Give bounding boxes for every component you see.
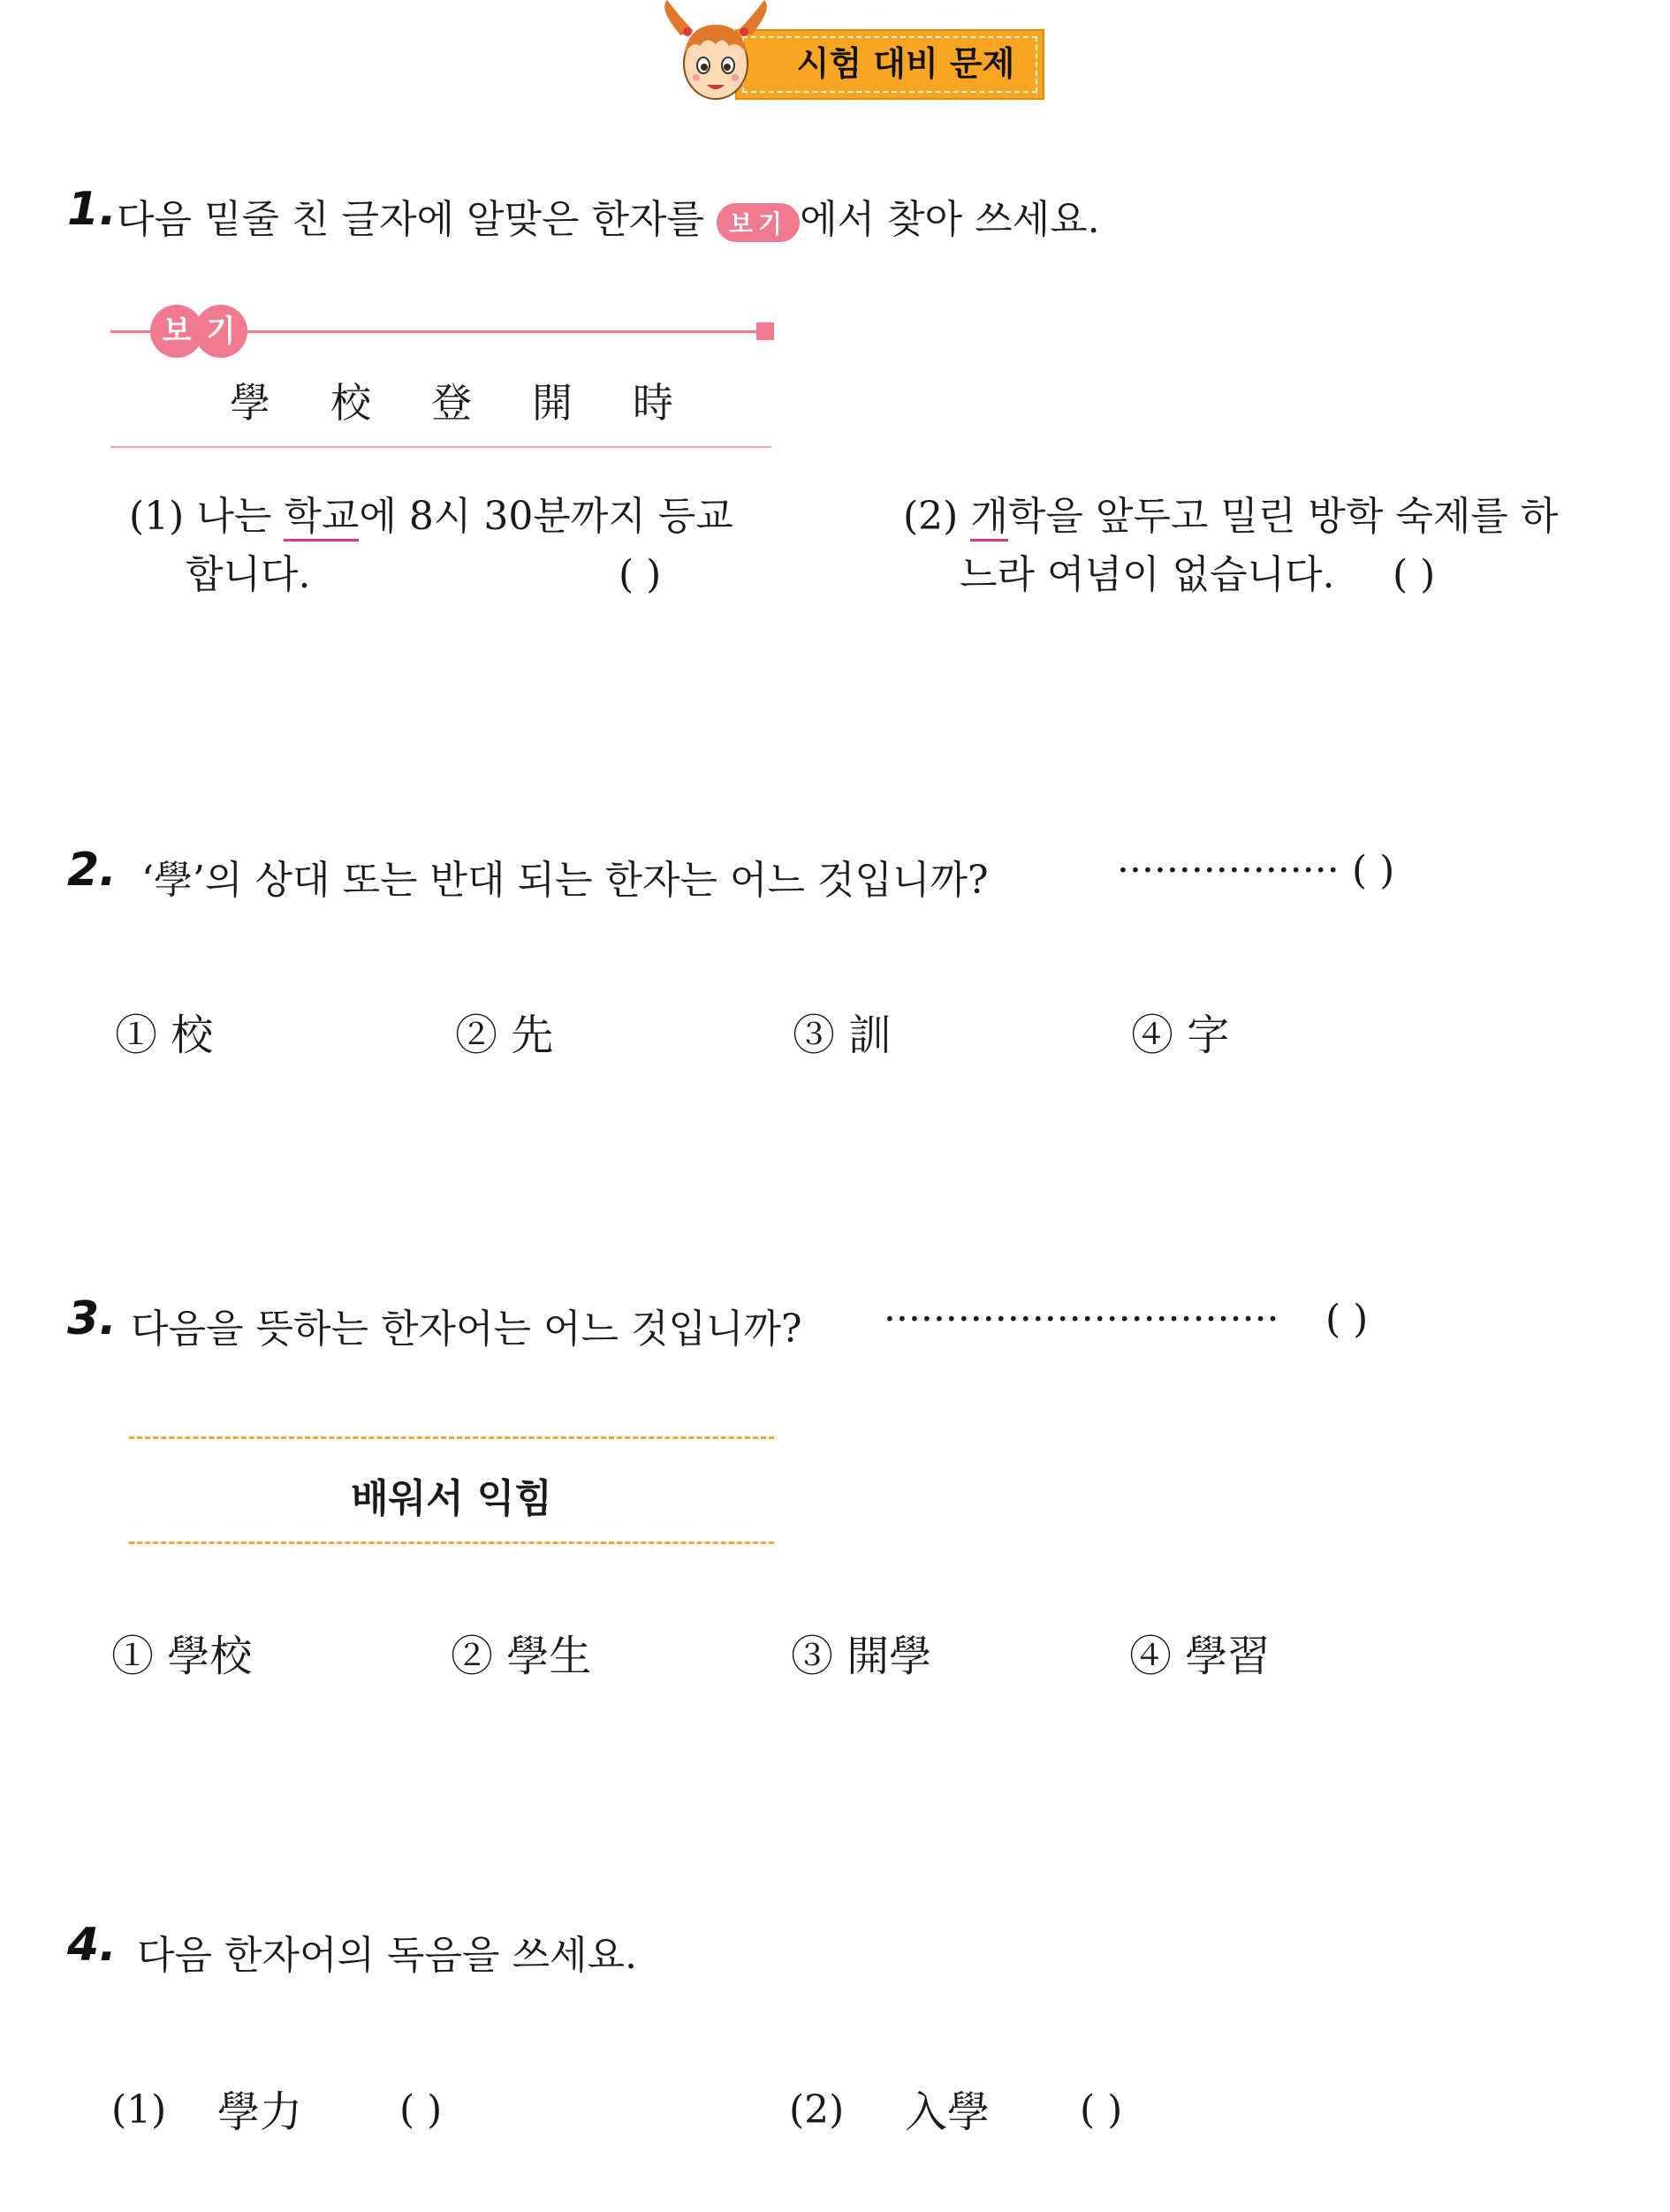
q1-item-2-line-2: 느라 여념이 없습니다. <box>960 552 1335 597</box>
question-3-number: 3. <box>67 1292 117 1345</box>
q4-item-2-word: 入學 <box>905 2087 991 2137</box>
bogi-inline-badge: 보기 <box>717 203 800 242</box>
bogi-hanja: 時 <box>633 379 673 427</box>
item-text: 학을 앞두고 밀린 방학 숙제를 하 <box>1007 494 1559 539</box>
item-text: 에 8시 30분까지 등교 <box>359 494 733 539</box>
answer-blank[interactable]: ( ) <box>399 2087 443 2132</box>
answer-blank[interactable]: ( ) <box>1080 2087 1123 2132</box>
definition-bottom-dashed-rule <box>129 1542 774 1544</box>
q1-item-2-line-1 <box>903 488 1558 546</box>
bogi-label-char-1: 보 <box>150 305 203 358</box>
q4-item-2-number: (2) <box>789 2087 845 2132</box>
q4-item-1-word: 學力 <box>217 2087 303 2137</box>
answer-blank[interactable]: ( ) <box>619 552 662 597</box>
item-text: 나는 <box>196 494 285 539</box>
mascot-girl-icon <box>654 0 778 106</box>
q4-item-1-number: (1) <box>111 2087 167 2132</box>
definition-text: 배워서 익힘 <box>351 1476 552 1521</box>
question-1-prompt <box>117 187 1100 244</box>
q1-item-1-line-2: 합니다. <box>186 552 311 597</box>
question-3-prompt: 다음을 뜻하는 한자어는 어느 것입니까? <box>131 1307 802 1352</box>
item-number: (1) <box>129 494 185 539</box>
question-1-prompt-text: 다음 밑줄 친 글자에 알맞은 한자를 <box>117 197 704 242</box>
q1-item-1-line-1 <box>129 488 733 546</box>
bogi-hanja: 登 <box>431 379 472 427</box>
bogi-hanja: 開 <box>532 379 573 427</box>
choice-4[interactable]: ④ 字 <box>1131 1011 1230 1060</box>
choice-3[interactable]: ③ 開學 <box>791 1632 932 1681</box>
bogi-hanja: 學 <box>230 379 270 427</box>
definition-top-dashed-rule <box>129 1436 774 1439</box>
dotted-leader: ································ <box>884 1297 1279 1342</box>
dotted-leader: ·················· <box>1117 848 1340 893</box>
choice-1[interactable]: ① 學校 <box>111 1632 253 1681</box>
bogi-bottom-rule <box>110 446 771 448</box>
underlined-word: 학교 <box>284 494 359 542</box>
question-1-prompt-text-2: 에서 찾아 쓰세요. <box>800 197 1100 242</box>
choice-2[interactable]: ② 先 <box>455 1011 554 1060</box>
bogi-rule-end-marker <box>756 322 774 340</box>
question-4-prompt: 다음 한자어의 독음을 쓰세요. <box>137 1933 637 1978</box>
choice-2[interactable]: ② 學生 <box>451 1632 592 1681</box>
question-2-prompt: ‘學’의 상대 또는 반대 되는 한자는 어느 것입니까? <box>141 858 989 903</box>
page-title: 시험 대비 문제 <box>796 44 1015 83</box>
answer-blank[interactable]: ( ) <box>1393 552 1436 597</box>
question-4-number: 4. <box>67 1919 117 1972</box>
item-number: (2) <box>903 494 959 539</box>
bogi-label <box>150 305 247 358</box>
choice-3[interactable]: ③ 訓 <box>793 1011 892 1060</box>
question-2-number: 2. <box>67 844 117 897</box>
bogi-hanja: 校 <box>330 379 371 427</box>
bogi-label-char-2: 기 <box>194 305 247 358</box>
bogi-hanja-list <box>230 371 733 429</box>
answer-blank[interactable]: ( ) <box>1352 848 1395 893</box>
underlined-word: 개 <box>970 494 1008 542</box>
question-1-number: 1. <box>67 183 117 236</box>
answer-blank[interactable]: ( ) <box>1325 1297 1369 1342</box>
choice-4[interactable]: ④ 學習 <box>1129 1632 1271 1681</box>
choice-1[interactable]: ① 校 <box>115 1011 214 1060</box>
